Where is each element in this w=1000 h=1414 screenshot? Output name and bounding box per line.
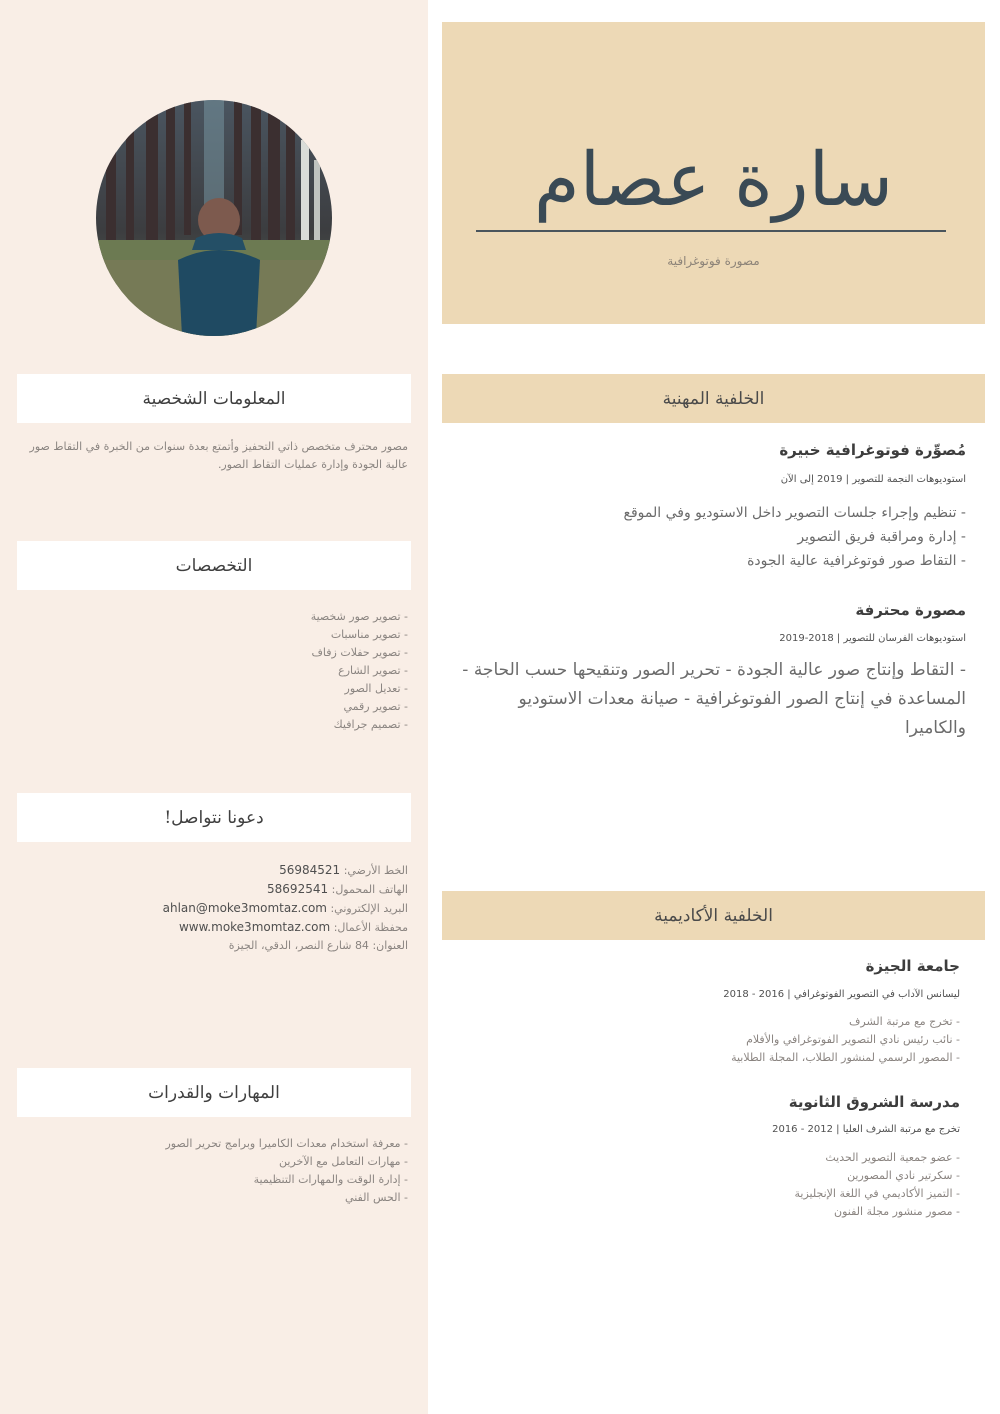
specialty-item: - تصوير الشارع bbox=[16, 662, 408, 680]
personal-info-title: المعلومات الشخصية bbox=[142, 388, 286, 409]
contact-address bbox=[16, 937, 408, 955]
job-duties-list bbox=[466, 501, 966, 573]
achievement-item: - نائب رئيس نادي التصوير الفوتوغرافي والأفلام bbox=[540, 1031, 960, 1049]
personal-info-text: مصور محترف متخصص ذاتي التحفيز وأتمتع بعدة سنوات من الخبرة في التقاط صور عالية الجودة وإدارة عمليات التقاط الصور. bbox=[29, 440, 408, 471]
email-link[interactable]: ahlan@moke3momtaz.com bbox=[162, 901, 327, 915]
profile-photo bbox=[96, 100, 332, 336]
skills-list bbox=[16, 1135, 408, 1207]
job-title: مصورة محترفة bbox=[855, 601, 966, 619]
profile-photo-image bbox=[96, 100, 332, 336]
school-name: مدرسة الشروق الثانوية bbox=[788, 1093, 960, 1111]
personal-info-heading bbox=[17, 374, 411, 423]
school-achievements bbox=[540, 1149, 960, 1221]
skills-heading bbox=[17, 1068, 411, 1117]
experience-heading bbox=[442, 374, 985, 423]
contact-portfolio bbox=[16, 918, 408, 937]
contact-label: الخط الأرضي: bbox=[343, 864, 408, 877]
job-duty: - التقاط صور فوتوغرافية عالية الجودة bbox=[466, 549, 966, 573]
contact-heading bbox=[17, 793, 411, 842]
specialty-item: - تصميم جرافيك bbox=[16, 716, 408, 734]
contact-value: 56984521 bbox=[279, 863, 341, 877]
specialty-item: - تصوير مناسبات bbox=[16, 626, 408, 644]
school-achievements bbox=[540, 1013, 960, 1067]
skills-title: المهارات والقدرات bbox=[148, 1082, 280, 1103]
school-degree: تخرج مع مرتبة الشرف العليا | 2012 - 2016 bbox=[772, 1124, 960, 1135]
specialty-item: - تصوير حفلات زفاف bbox=[16, 644, 408, 662]
job-duties-paragraph: - التقاط وإنتاج صور عالية الجودة - تحرير الصور وتنقيحها حسب الحاجة - المساعدة في إنتاج الصور الفوتوغرافية - صيانة معدات الاستوديو والكاميرا bbox=[462, 660, 966, 738]
contact-mobile bbox=[16, 880, 408, 899]
contact-landline bbox=[16, 861, 408, 880]
job-title: مُصوِّرة فوتوغرافية خبيرة bbox=[779, 441, 966, 459]
skill-item: - مهارات التعامل مع الآخرين bbox=[16, 1153, 408, 1171]
person-name: سارة عصام bbox=[533, 137, 894, 223]
job-duty: - إدارة ومراقبة فريق التصوير bbox=[466, 525, 966, 549]
specialties-list bbox=[16, 608, 408, 734]
experience-title: الخلفية المهنية bbox=[662, 388, 765, 409]
job-duty: - تنظيم وإجراء جلسات التصوير داخل الاستوديو وفي الموقع bbox=[466, 501, 966, 525]
name-header bbox=[442, 22, 985, 324]
contact-label: العنوان: bbox=[372, 939, 408, 952]
achievement-item: - تخرج مع مرتبة الشرف bbox=[540, 1013, 960, 1031]
contact-list bbox=[16, 861, 408, 955]
contact-label: البريد الإلكتروني: bbox=[330, 902, 408, 915]
achievement-item: - المصور الرسمي لمنشور الطلاب، المجلة الطلابية bbox=[540, 1049, 960, 1067]
skill-item: - معرفة استخدام معدات الكاميرا وبرامج تحرير الصور bbox=[16, 1135, 408, 1153]
achievement-item: - عضو جمعية التصوير الحديث bbox=[540, 1149, 960, 1167]
contact-title: دعونا نتواصل! bbox=[164, 807, 264, 828]
specialties-title: التخصصات bbox=[175, 555, 253, 576]
specialty-item: - تصوير صور شخصية bbox=[16, 608, 408, 626]
person-role: مصورة فوتوغرافية bbox=[667, 254, 760, 268]
achievement-item: - مصور منشور مجلة الفنون bbox=[540, 1203, 960, 1221]
contact-value: 58692541 bbox=[267, 882, 329, 896]
education-heading bbox=[442, 891, 985, 940]
sidebar bbox=[0, 0, 428, 1414]
specialties-heading bbox=[17, 541, 411, 590]
education-title: الخلفية الأكاديمية bbox=[654, 905, 773, 926]
name-underline bbox=[476, 230, 946, 232]
contact-email bbox=[16, 899, 408, 918]
specialty-item: - تعديل الصور bbox=[16, 680, 408, 698]
job-company: استوديوهات الفرسان للتصوير | 2018-2019 bbox=[779, 633, 966, 644]
contact-label: الهاتف المحمول: bbox=[331, 883, 408, 896]
contact-label: محفظة الأعمال: bbox=[333, 921, 408, 934]
school-name: جامعة الجيزة bbox=[865, 957, 960, 975]
achievement-item: - التميز الأكاديمي في اللغة الإنجليزية bbox=[540, 1185, 960, 1203]
job-company: استوديوهات النجمة للتصوير | 2019 إلى الآن bbox=[780, 474, 966, 485]
contact-value: 84 شارع النصر، الدقي، الجيزة bbox=[228, 939, 369, 952]
skill-item: - الحس الفني bbox=[16, 1189, 408, 1207]
skill-item: - إدارة الوقت والمهارات التنظيمية bbox=[16, 1171, 408, 1189]
specialty-item: - تصوير رقمي bbox=[16, 698, 408, 716]
school-degree: ليسانس الآداب في التصوير الفوتوغرافي | 2016 - 2018 bbox=[723, 989, 960, 1000]
achievement-item: - سكرتير نادي المصورين bbox=[540, 1167, 960, 1185]
portfolio-link[interactable]: www.moke3momtaz.com bbox=[178, 920, 331, 934]
